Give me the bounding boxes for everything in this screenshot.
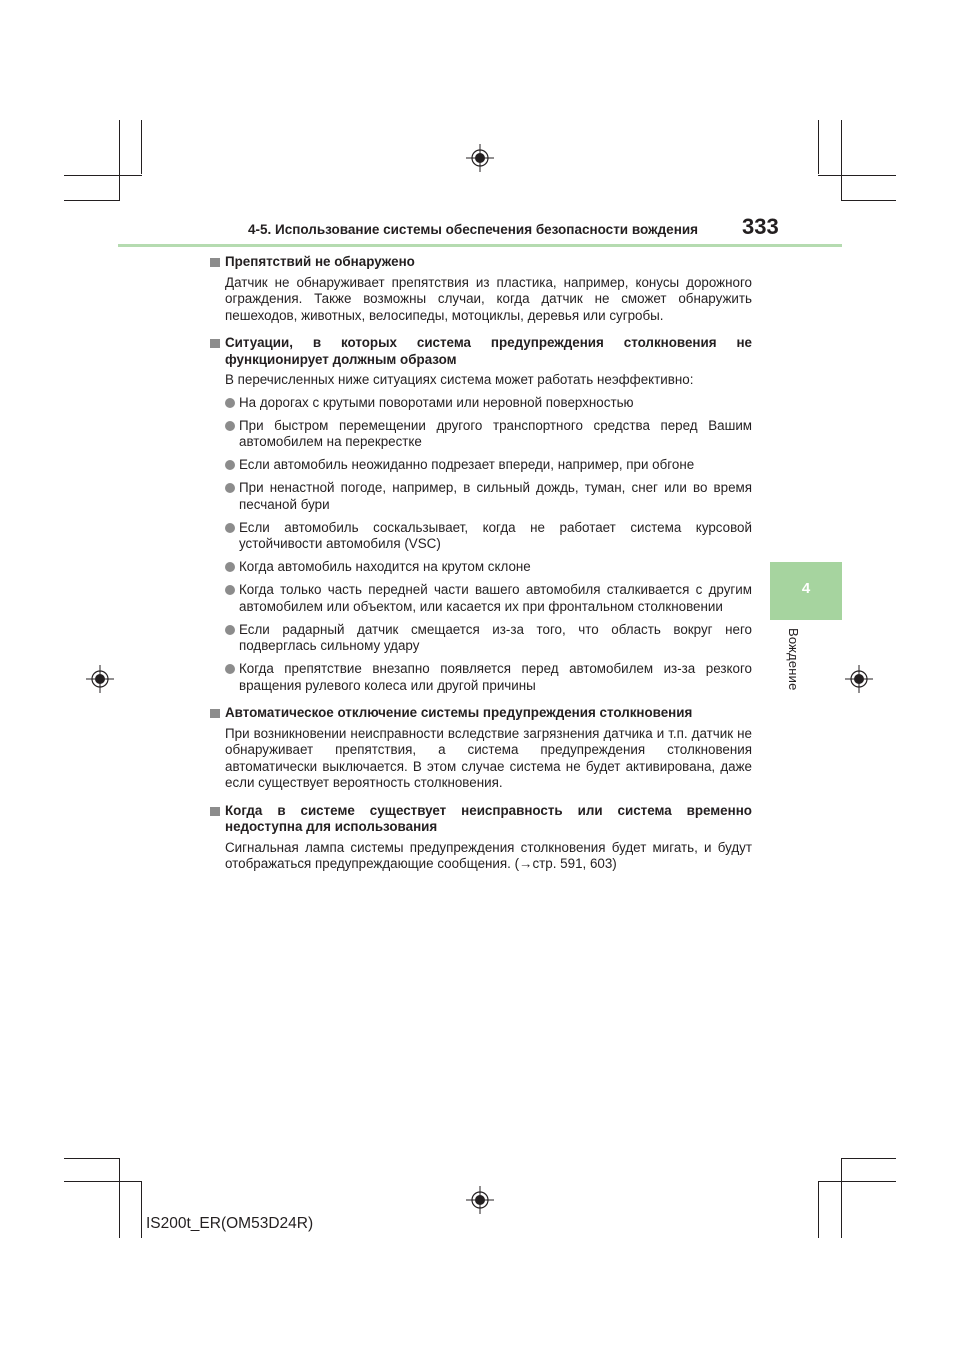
registration-mark-icon — [466, 144, 494, 172]
section-intro: В перечисленных ниже ситуациях система может работать неэффективно: — [225, 372, 694, 387]
registration-mark-icon — [466, 1186, 494, 1214]
square-bullet-icon — [210, 709, 220, 718]
header-rule — [118, 244, 842, 247]
list-item: На дорогах с крутыми поворотами или неровной поверхностью — [208, 395, 752, 412]
square-bullet-icon — [210, 258, 220, 267]
crop-mark — [841, 1158, 896, 1159]
document-code: IS200t_ER(OM53D24R) — [146, 1215, 314, 1232]
crop-mark — [841, 200, 896, 201]
crop-mark — [64, 200, 120, 201]
registration-mark-icon — [845, 665, 873, 693]
situation-list — [208, 395, 752, 695]
chapter-tab — [770, 562, 842, 620]
square-bullet-icon — [210, 807, 220, 816]
section-heading: Когда в системе существует неисправность или система временно недоступна для использования — [208, 803, 752, 836]
crop-mark — [818, 120, 819, 174]
chapter-tab-label: Вождение — [786, 628, 801, 691]
circle-bullet-icon — [225, 398, 235, 408]
list-item: При ненастной погоде, например, в сильный дождь, туман, снег или во время песчаной бури — [208, 480, 752, 513]
circle-bullet-icon — [225, 523, 235, 533]
section-heading: Препятствий не обнаружено — [208, 254, 752, 271]
circle-bullet-icon — [225, 585, 235, 595]
circle-bullet-icon — [225, 460, 235, 470]
section-heading: Ситуации, в которых система предупреждения столкновения не функционирует должным образом — [208, 335, 752, 368]
list-item: При быстром перемещении другого транспортного средства перед Вашим автомобилем на перекрестке — [208, 418, 752, 451]
crop-mark — [141, 1181, 142, 1238]
crop-mark — [119, 1158, 120, 1238]
section-body: Сигнальная лампа системы предупреждения столкновения будет мигать, и будут отображаться предупреждающие сообщения. (→стр. 591, 603) — [225, 839, 752, 871]
circle-bullet-icon — [225, 483, 235, 493]
section-heading: Автоматическое отключение системы предупреждения столкновения — [208, 705, 752, 722]
crop-mark — [64, 175, 142, 176]
list-item: Если радарный датчик смещается из-за того, что область вокруг него подверглась сильному удару — [208, 622, 752, 655]
chapter-tab-number: 4 — [801, 580, 811, 597]
section-body: Датчик не обнаруживает препятствия из пластика, например, конусы дорожного ограждения. Также возможны случаи, когда датчик не сможет обнаружить пешеходов, животных, велосипеды, мотоциклы, деревья или сугробы. — [225, 274, 752, 323]
chapter-header: 4-5. Использование системы обеспечения безопасности вождения — [248, 222, 699, 237]
section-auto-disable — [208, 705, 752, 792]
section-no-obstacles — [208, 254, 752, 324]
square-bullet-icon — [210, 339, 220, 348]
crop-mark — [141, 120, 142, 174]
circle-bullet-icon — [225, 625, 235, 635]
list-item: Если автомобиль неожиданно подрезает впереди, например, при обгоне — [208, 457, 752, 474]
registration-mark-icon — [86, 665, 114, 693]
crop-mark — [64, 1158, 120, 1159]
list-item: Когда препятствие внезапно появляется перед автомобилем из-за резкого вращения рулевого колеса или другой причины — [208, 661, 752, 694]
list-item: Когда автомобиль находится на крутом склоне — [208, 559, 752, 576]
crop-mark — [818, 1181, 896, 1182]
crop-mark — [64, 1181, 142, 1182]
circle-bullet-icon — [225, 562, 235, 572]
list-item: Если автомобиль соскальзывает, когда не работает система курсовой устойчивости автомобиля (VSC) — [208, 520, 752, 553]
list-item: Когда только часть передней части вашего автомобиля сталкивается с другим автомобилем или объектом, или касается их при фронтальном столкновении — [208, 582, 752, 615]
circle-bullet-icon — [225, 421, 235, 431]
section-malfunction-situations — [208, 335, 752, 694]
section-body: При возникновении неисправности вследствие загрязнения датчика и т.п. датчик не обнаруживает препятствия, а система предупреждения столкновения автоматически выключается. В этом случае система не будет активирована, даже если существует вероятность столкновения. — [225, 725, 752, 790]
crop-mark — [841, 1158, 842, 1238]
crop-mark — [119, 120, 120, 201]
page-number: 333 — [742, 214, 779, 239]
crop-mark — [841, 120, 842, 201]
crop-mark — [818, 175, 896, 176]
section-system-fault — [208, 803, 752, 873]
circle-bullet-icon — [225, 664, 235, 674]
crop-mark — [818, 1181, 819, 1238]
page-content — [208, 254, 752, 884]
